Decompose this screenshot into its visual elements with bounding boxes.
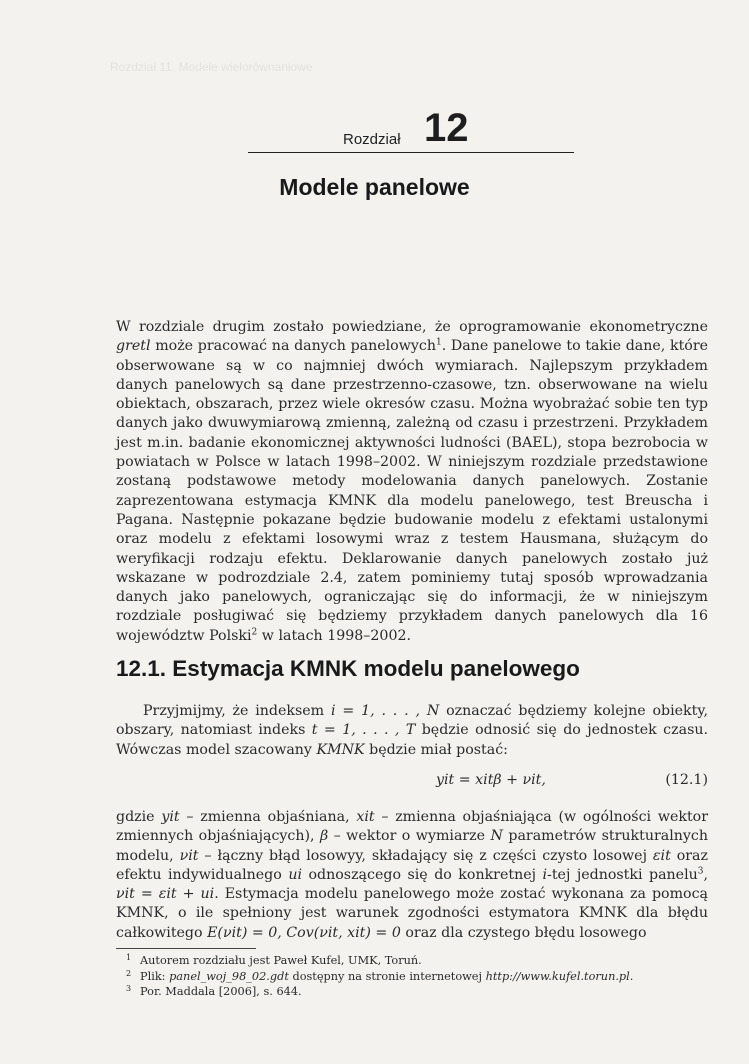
footnote-3: 3 Por. Maddala [2006], s. 644. (126, 984, 302, 998)
chapter-heading (248, 108, 574, 153)
bleed-through-running-header: Rozdział 11. Modele wielorównaniowe (110, 60, 313, 74)
footnote-ref-1: 1 (435, 337, 442, 348)
footnote-ref-3: 3 (697, 866, 704, 877)
chapter-number: 12 (424, 106, 469, 150)
section-paragraph: Przyjmijmy, że indeksem i = 1, . . . , N oznaczać będziemy kolejne obiekty, obszary, natomiast indeks t = 1, . . . , T będzie odnosić się do jednostek czasu. Wówczas model szacowany KMNK będzie miał postać: (116, 703, 708, 758)
section-heading: 12.1. Estymacja KMNK modelu panelowego (116, 656, 580, 681)
footnote-1: 1 Autorem rozdziału jest Paweł Kufel, UMK, Toruń. (126, 953, 422, 967)
equation-number: (12.1) (665, 772, 708, 788)
equation-body: yit = xitβ + νit, (436, 772, 546, 788)
data-file-name: panel_woj_98_02.gdt (169, 969, 289, 983)
footnote-ref-2: 2 (251, 627, 258, 638)
definitions-paragraph: gdzie yit – zmienna objaśniana, xit – zmienna objaśniająca (w ogólności wektor zmiennych objaśniających), β – wektor o wymiarze N parametrów strukturalnych modelu, νit – łączny błąd losowyy, składający się z części czysto losowej εit oraz efektu indywidualnego ui odnoszącego się do konkretnej i-tej jednostki panelu$^3$, νit = εit + ui. Estymacja modelu panelowego może zostać wykonana za pomocą KMNK, o ile spełniony jest warunek zgodności estymatora KMNK dla błędu całkowitego E(νit) = 0, Cov(νit, xit) = 0 oraz dla czystego błędu losowego (116, 809, 709, 941)
intro-paragraph: W rozdziale drugim zostało powiedziane, że oprogramowanie ekonometryczne gretl może pracować na danych panelowych$^1$. Dane panelowe to takie dane, które obserwowane są w co najmniej dwóch wymiarach. Najlepszym przykładem danych panelowych są dane przestrzenno-czasowe, tzn. obserwowane na wielu obiektach, obszarach, przez wiele okresów czasu. Można wyobrażać sobie ten typ danych jako dwuwymiarową zmienną, zależną od czasu i przestrzeni. Przykładem jest m.in. badanie ekonomicznej aktywności ludności (BAEL), stopa bezrobocia w powiatach w Polsce w latach 1998–2002. W niniejszym rozdziale przedstawione zostaną podstawowe metody modelowania danych panelowych. Zostanie zaprezentowana estymacja KMNK dla modelu panelowego, test Breuscha i Pagana. Następnie pokazane będzie budowanie modelu z efektami ustalonymi oraz modelu z efektami losowymi wraz z testem Hausmana, służącym do weryfikacji rodzaju efektu. Deklarowanie danych panelowych zostało już wskazane w podrozdziale 2.4, zatem pominiemy tutaj sposób wprowadzania danych jako panelowych, ograniczając się do informacji, że w niniejszym rozdziale posługiwać się będziemy przykładem danych panelowych dla 16 województw Polski$^2$ w latach 1998–2002. (116, 319, 708, 644)
chapter-title: Modele panelowe (279, 174, 470, 200)
equation-12-1 (116, 772, 708, 794)
footnote-divider (116, 948, 256, 949)
chapter-label: Rozdział (343, 131, 401, 148)
website-link[interactable]: http://www.kufel.torun.pl (485, 969, 630, 983)
footnotes (116, 953, 708, 1000)
software-name: gretl (116, 338, 151, 355)
footnote-2: 2 Plik: panel_woj_98_02.gdt dostępny na stronie internetowej http://www.kufel.torun.pl. (126, 968, 634, 983)
